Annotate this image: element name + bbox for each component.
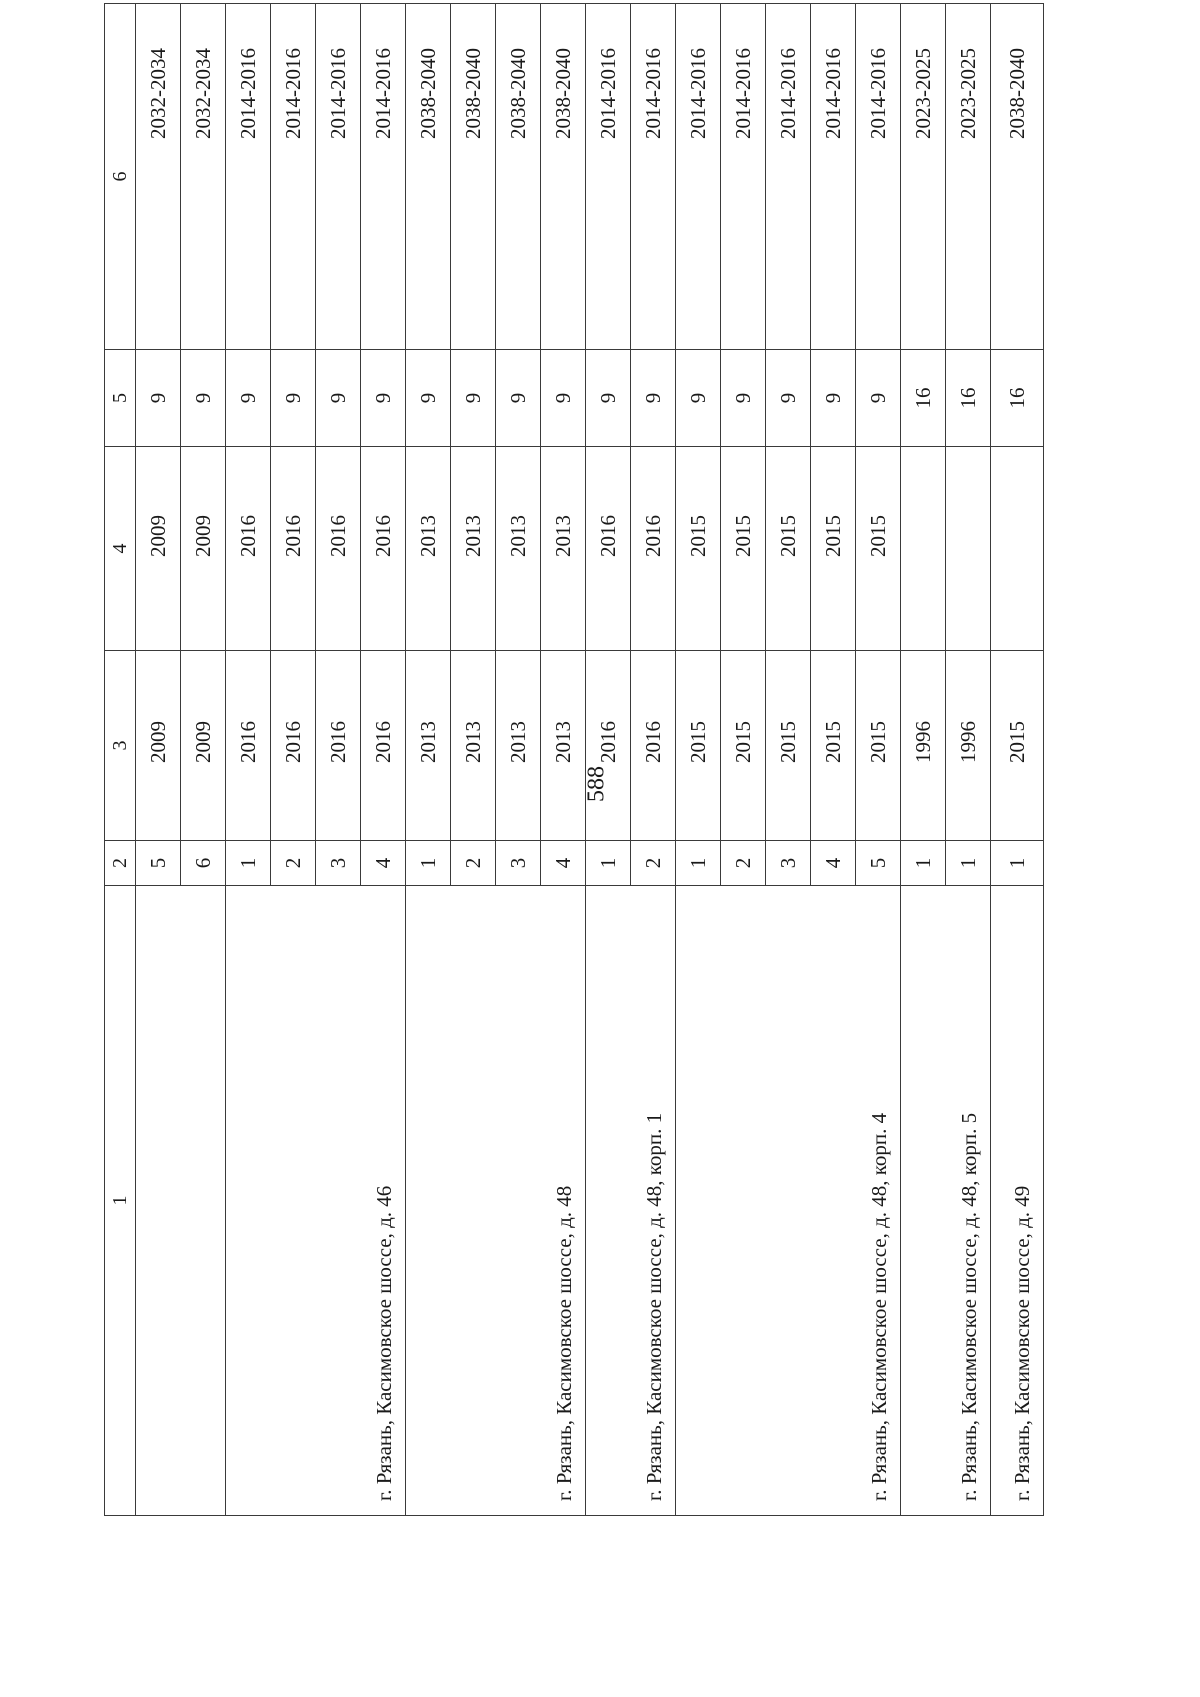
entrance-number-cell: 1 — [226, 841, 271, 886]
period-cell: 2023-2025 — [946, 4, 991, 350]
year-cell-col4: 2013 — [496, 447, 541, 651]
entrance-number-cell: 1 — [991, 841, 1044, 886]
year-cell-col3: 2013 — [406, 651, 451, 841]
year-cell-col3: 1996 — [901, 651, 946, 841]
period-cell: 2014-2016 — [316, 4, 361, 350]
entrance-number-cell: 2 — [451, 841, 496, 886]
year-cell-col3: 2013 — [496, 651, 541, 841]
entrance-number-cell: 1 — [901, 841, 946, 886]
period-cell: 2038-2040 — [991, 4, 1044, 350]
header-cell-2: 2 — [105, 841, 136, 886]
year-cell-col4: 2016 — [226, 447, 271, 651]
entrance-number-cell: 1 — [586, 841, 631, 886]
year-cell-col4: 2015 — [721, 447, 766, 651]
floors-cell: 9 — [451, 350, 496, 447]
table-row — [901, 4, 946, 1516]
year-cell-col4: 2015 — [676, 447, 721, 651]
address-cell: г. Рязань, Касимовское шоссе, д. 49 — [991, 886, 1044, 1516]
period-cell: 2014-2016 — [721, 4, 766, 350]
entrance-number-cell: 1 — [676, 841, 721, 886]
year-cell-col3: 2016 — [271, 651, 316, 841]
table-row — [136, 4, 181, 1516]
rotated-table-container — [104, 4, 1044, 1516]
year-cell-col3: 2013 — [451, 651, 496, 841]
year-cell-col3: 2009 — [181, 651, 226, 841]
floors-cell: 9 — [586, 350, 631, 447]
entrance-number-cell: 3 — [496, 841, 541, 886]
address-cell: г. Рязань, Касимовское шоссе, д. 48, корп. 4 — [676, 886, 901, 1516]
year-cell-col4: 2015 — [856, 447, 901, 651]
floors-cell: 9 — [406, 350, 451, 447]
page-number-text: 588 — [583, 766, 610, 802]
floors-cell: 9 — [631, 350, 676, 447]
entrance-number-cell: 2 — [271, 841, 316, 886]
table-body — [105, 4, 1044, 1516]
floors-cell: 16 — [901, 350, 946, 447]
period-cell: 2014-2016 — [586, 4, 631, 350]
floors-cell: 9 — [721, 350, 766, 447]
address-cell — [136, 886, 226, 1516]
year-cell-col3: 2015 — [721, 651, 766, 841]
period-cell: 2038-2040 — [406, 4, 451, 350]
year-cell-col3: 2015 — [991, 651, 1044, 841]
year-cell-col4: 2015 — [811, 447, 856, 651]
table-row — [406, 4, 451, 1516]
entrance-number-cell: 4 — [541, 841, 586, 886]
entrance-number-cell: 1 — [406, 841, 451, 886]
year-cell-col4: 2009 — [136, 447, 181, 651]
period-cell: 2038-2040 — [451, 4, 496, 350]
floors-cell: 9 — [316, 350, 361, 447]
period-cell: 2014-2016 — [226, 4, 271, 350]
address-cell: г. Рязань, Касимовское шоссе, д. 48, корп. 1 — [586, 886, 676, 1516]
period-cell: 2014-2016 — [766, 4, 811, 350]
period-cell: 2038-2040 — [496, 4, 541, 350]
year-cell-col3: 2016 — [316, 651, 361, 841]
period-cell: 2014-2016 — [811, 4, 856, 350]
floors-cell: 9 — [226, 350, 271, 447]
year-cell-col4: 2013 — [451, 447, 496, 651]
header-cell-1: 1 — [105, 886, 136, 1516]
year-cell-col3: 2013 — [541, 651, 586, 841]
table-row — [991, 4, 1044, 1516]
entrance-number-cell: 1 — [946, 841, 991, 886]
entrance-number-cell: 5 — [856, 841, 901, 886]
floors-cell: 9 — [136, 350, 181, 447]
floors-cell: 9 — [541, 350, 586, 447]
year-cell-col3: 2016 — [226, 651, 271, 841]
year-cell-col3: 2016 — [361, 651, 406, 841]
floors-cell: 16 — [946, 350, 991, 447]
year-cell-col3: 1996 — [946, 651, 991, 841]
address-cell: г. Рязань, Касимовское шоссе, д. 46 — [226, 886, 406, 1516]
entrance-number-cell: 2 — [631, 841, 676, 886]
floors-cell: 16 — [991, 350, 1044, 447]
entrance-number-cell: 6 — [181, 841, 226, 886]
entrance-number-cell: 3 — [316, 841, 361, 886]
year-cell-col3: 2015 — [811, 651, 856, 841]
floors-cell: 9 — [181, 350, 226, 447]
period-cell: 2014-2016 — [361, 4, 406, 350]
year-cell-col3: 2016 — [586, 651, 631, 841]
floors-cell: 9 — [811, 350, 856, 447]
year-cell-col4: 2015 — [766, 447, 811, 651]
floors-cell: 9 — [676, 350, 721, 447]
period-cell: 2032-2034 — [136, 4, 181, 350]
year-cell-col4: 2016 — [361, 447, 406, 651]
header-row — [105, 4, 136, 1516]
header-cell-6: 6 — [105, 4, 136, 350]
year-cell-col4 — [991, 447, 1044, 651]
period-cell: 2023-2025 — [901, 4, 946, 350]
floors-cell: 9 — [271, 350, 316, 447]
year-cell-col4: 2016 — [586, 447, 631, 651]
year-cell-col4: 2016 — [631, 447, 676, 651]
year-cell-col4 — [946, 447, 991, 651]
period-cell: 2014-2016 — [676, 4, 721, 350]
year-cell-col4 — [901, 447, 946, 651]
year-cell-col3: 2015 — [766, 651, 811, 841]
floors-cell: 9 — [856, 350, 901, 447]
period-cell: 2032-2034 — [181, 4, 226, 350]
data-table — [104, 3, 1044, 1516]
entrance-number-cell: 4 — [361, 841, 406, 886]
table-row — [676, 4, 721, 1516]
year-cell-col4: 2013 — [406, 447, 451, 651]
year-cell-col3: 2009 — [136, 651, 181, 841]
address-cell: г. Рязань, Касимовское шоссе, д. 48, корп. 5 — [901, 886, 991, 1516]
address-cell: г. Рязань, Касимовское шоссе, д. 48 — [406, 886, 586, 1516]
year-cell-col3: 2016 — [631, 651, 676, 841]
entrance-number-cell: 4 — [811, 841, 856, 886]
entrance-number-cell: 3 — [766, 841, 811, 886]
table-row — [226, 4, 271, 1516]
period-cell: 2014-2016 — [856, 4, 901, 350]
table-row — [586, 4, 631, 1516]
year-cell-col3: 2015 — [856, 651, 901, 841]
entrance-number-cell: 5 — [136, 841, 181, 886]
year-cell-col4: 2016 — [316, 447, 361, 651]
header-cell-3: 3 — [105, 651, 136, 841]
period-cell: 2014-2016 — [271, 4, 316, 350]
period-cell: 2014-2016 — [631, 4, 676, 350]
header-cell-4: 4 — [105, 447, 136, 651]
floors-cell: 9 — [496, 350, 541, 447]
year-cell-col4: 2016 — [271, 447, 316, 651]
year-cell-col3: 2015 — [676, 651, 721, 841]
floors-cell: 9 — [766, 350, 811, 447]
year-cell-col4: 2009 — [181, 447, 226, 651]
entrance-number-cell: 2 — [721, 841, 766, 886]
year-cell-col4: 2013 — [541, 447, 586, 651]
floors-cell: 9 — [361, 350, 406, 447]
period-cell: 2038-2040 — [541, 4, 586, 350]
header-cell-5: 5 — [105, 350, 136, 447]
